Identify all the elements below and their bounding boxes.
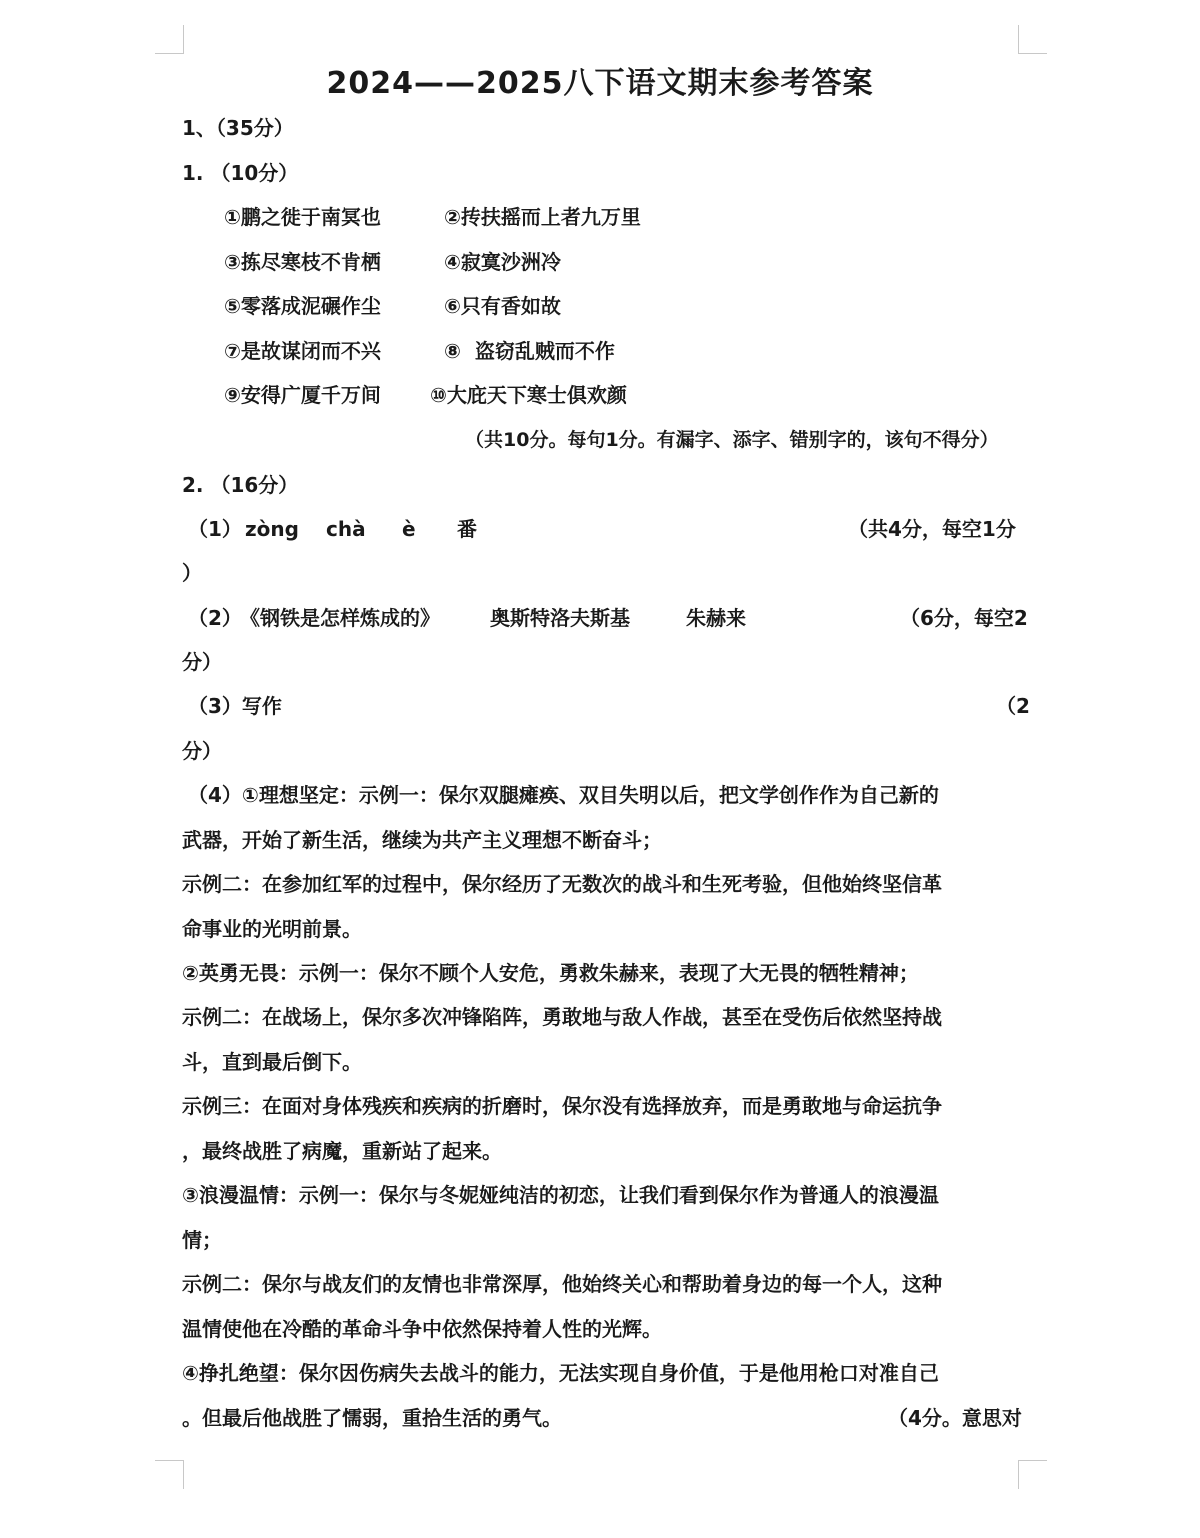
q2-part1-answer: è	[402, 517, 416, 541]
answer-right: ⑩大庇天下寒士俱欢颜	[430, 383, 627, 407]
q2-part4-line: （4）①理想坚定：示例一：保尔双腿瘫痪、双目失明以后，把文学创作作为自己新的	[188, 783, 939, 807]
q2-part4-line: 示例二：在参加红军的过程中，保尔经历了无数次的战斗和生死考验，但他始终坚信革	[182, 872, 942, 896]
q2-part1-answer: 番	[457, 517, 477, 541]
q2-part4-line: 示例三：在面对身体残疾和疾病的折磨时，保尔没有选择放弃，而是勇敢地与命运抗争	[182, 1094, 942, 1118]
answer-row	[224, 382, 627, 408]
q2-part4-line: 。但最后他战胜了懦弱，重拾生活的勇气。	[182, 1406, 562, 1430]
q2-part4-score: （4分。意思对	[888, 1406, 1022, 1430]
answer-right: ②抟扶摇而上者九万里	[444, 205, 641, 229]
page-title: 2024——2025八下语文期末参考答案	[326, 66, 874, 101]
q2-part4-line: ④挣扎绝望：保尔因伤病失去战斗的能力，无法实现自身价值，于是他用枪口对准自己	[182, 1361, 939, 1385]
q2-part2-label: （2）	[188, 606, 242, 630]
answer-left: ⑤零落成泥碾作尘	[224, 294, 381, 318]
q2-part1-answer: zòng	[245, 517, 299, 541]
answer-left: ⑨安得广厦千万间	[224, 383, 381, 407]
answer-row	[224, 249, 561, 275]
answer-right: ⑧ 盗窃乱贼而不作	[444, 339, 615, 363]
q2-part4-line: 示例二：保尔与战友们的友情也非常深厚，他始终关心和帮助着身边的每一个人，这种	[182, 1272, 942, 1296]
q2-part2-answer: 《钢铁是怎样炼成的》	[240, 606, 440, 630]
q2-part3-score: （2	[996, 694, 1030, 718]
q2-part3-label: （3）写作	[188, 694, 282, 718]
answer-left: ⑦是故谋闭而不兴	[224, 339, 381, 363]
page-corner-mark-top-left	[155, 25, 184, 54]
q2-part2-score-wrap: 分）	[182, 650, 222, 674]
q2-part2-answer: 奥斯特洛夫斯基	[490, 606, 630, 630]
section-1-heading: 1、（35分）	[182, 116, 294, 140]
q2-part4-line: 情；	[182, 1228, 222, 1252]
page-corner-mark-bottom-right	[1018, 1460, 1047, 1489]
q2-part4-line: 示例二：在战场上，保尔多次冲锋陷阵，勇敢地与敌人作战，甚至在受伤后依然坚持战	[182, 1005, 942, 1029]
q2-part4-line: ②英勇无畏：示例一：保尔不顾个人安危，勇救朱赫来，表现了大无畏的牺牲精神；	[182, 961, 919, 985]
q2-part2-answer: 朱赫来	[686, 606, 746, 630]
q2-part1-answer: chà	[326, 517, 366, 541]
answer-row	[224, 293, 561, 319]
answer-left: ①鹏之徙于南冥也	[224, 205, 381, 229]
page-corner-mark-bottom-left	[155, 1460, 184, 1489]
q2-part1-score: （共4分，每空1分	[848, 517, 1016, 541]
question-2-heading: 2. （16分）	[182, 473, 299, 497]
q2-part4-line: ③浪漫温情：示例一：保尔与冬妮娅纯洁的初恋，让我们看到保尔作为普通人的浪漫温	[182, 1183, 939, 1207]
q2-part3-score-wrap: 分）	[182, 739, 222, 763]
q2-part4-line: 斗，直到最后倒下。	[182, 1050, 362, 1074]
question-1-heading: 1. （10分）	[182, 161, 299, 185]
page-corner-mark-top-right	[1018, 25, 1047, 54]
q2-part4-line: 温情使他在冷酷的革命斗争中依然保持着人性的光辉。	[182, 1317, 662, 1341]
answer-row	[224, 338, 615, 364]
answer-right: ④寂寞沙洲冷	[444, 250, 561, 274]
q2-part4-line: ，最终战胜了病魔，重新站了起来。	[182, 1139, 502, 1163]
q2-part4-line: 命事业的光明前景。	[182, 917, 362, 941]
answer-row	[224, 204, 641, 230]
q2-part4-line: 武器，开始了新生活，继续为共产主义理想不断奋斗；	[182, 828, 662, 852]
q2-part1-label: （1）	[188, 517, 242, 541]
scoring-note: （共10分。每句1分。有漏字、添字、错别字的，该句不得分）	[465, 429, 999, 451]
q2-part2-score: （6分，每空2	[900, 606, 1028, 630]
answer-right: ⑥只有香如故	[444, 294, 561, 318]
answer-left: ③拣尽寒枝不肯栖	[224, 250, 381, 274]
q2-part1-score-wrap: ）	[182, 561, 202, 585]
